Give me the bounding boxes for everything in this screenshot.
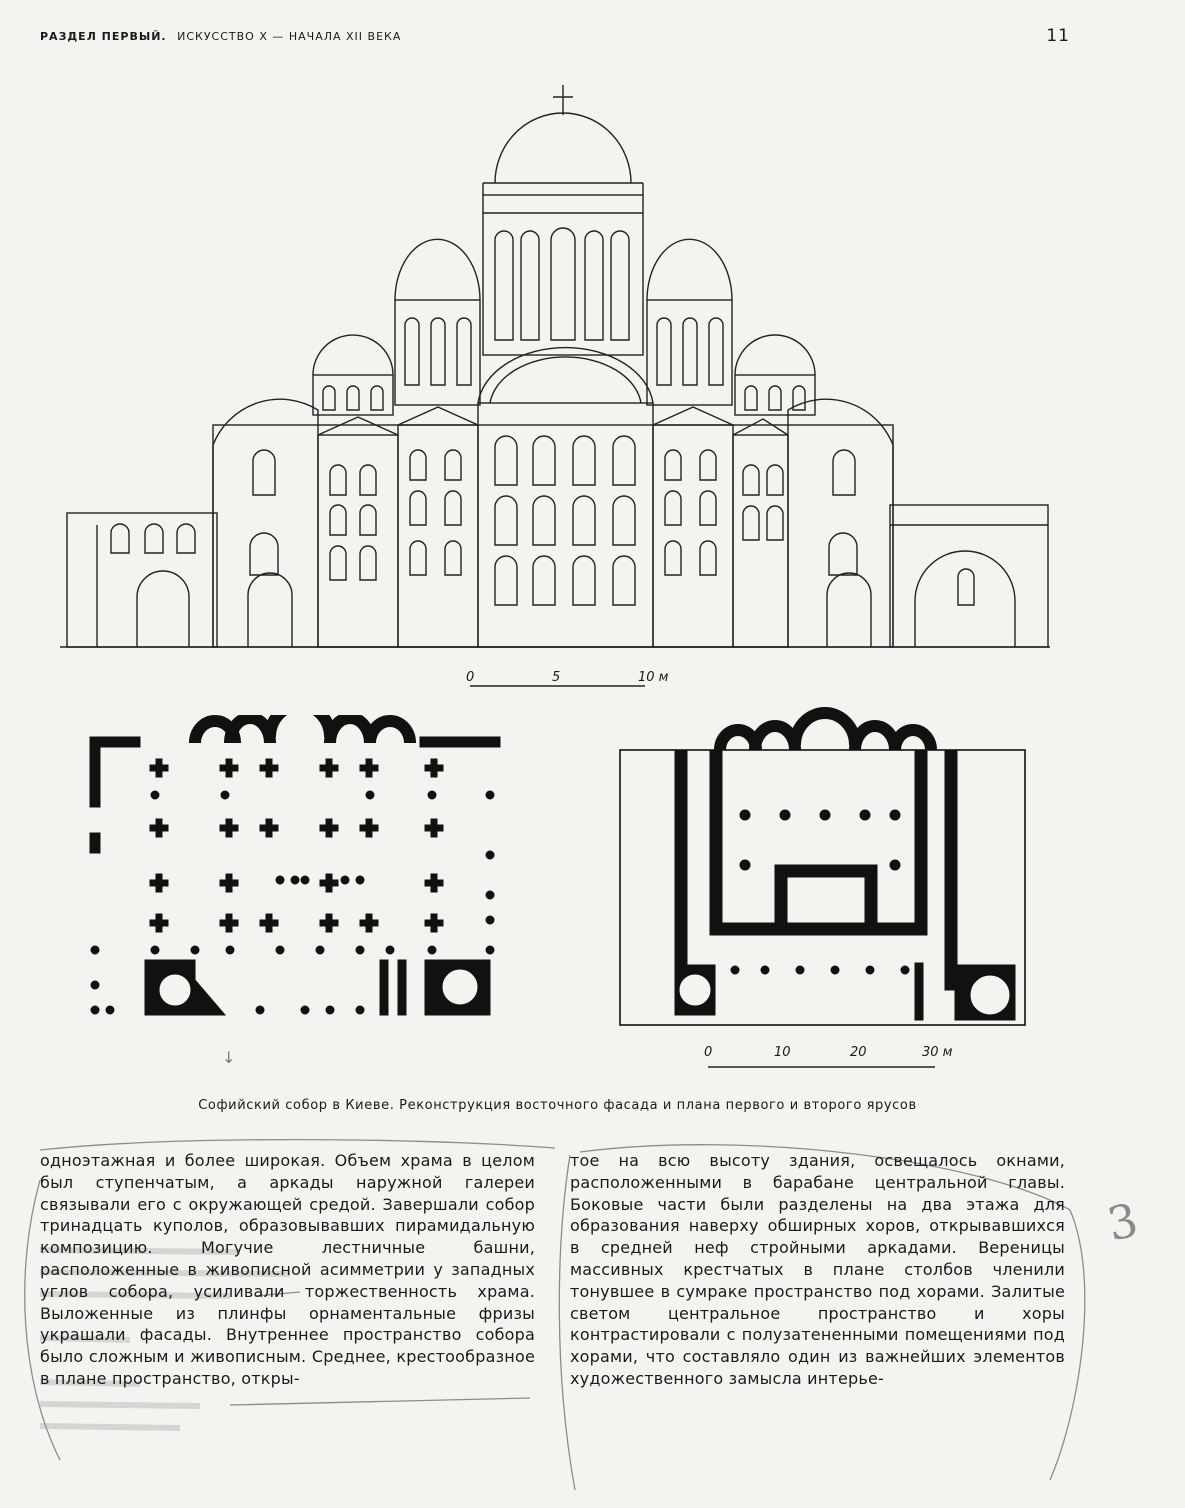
first-tier-plan	[80, 715, 510, 1030]
figure-caption: Софийский собор в Киеве. Реконструкция восточного фасада и плана первого и второго ярусов	[198, 1098, 917, 1113]
plan-scale-label-30m: 30 м	[922, 1045, 953, 1060]
page-header	[40, 26, 1070, 54]
chapter-title: ИСКУССТВО X — НАЧАЛА XII ВЕКА	[177, 30, 402, 43]
body-paragraph-left: одноэтажная и более широкая. Объем храма в целом был ступенчатым, а аркады наружной галереи связывали его с окружающей средой. Завершали собор тринадцать куполов, образовывавших пирамидальную композицию. Могучие лестничные башни, расположенные в живописной асимметрии у западных углов собора, усиливали торжественность храма. Выложенные из плинфы орнаментальные фризы украшали фасады. Внутреннее пространство собора было сложным и живописным. Среднее, крестообразное в плане пространство, откры-	[40, 1151, 535, 1388]
scale-label-0: 0	[466, 670, 475, 685]
scale-label-10m: 10 м	[638, 670, 669, 685]
facade-scale-bar	[460, 670, 720, 700]
section-title: РАЗДЕЛ ПЕРВЫЙ.	[40, 30, 167, 43]
plan-scale-label-10: 10	[774, 1045, 791, 1060]
scale-label-5: 5	[552, 670, 561, 685]
margin-note: 3	[1102, 1192, 1143, 1252]
plan-scale-label-20: 20	[850, 1045, 867, 1060]
text-column-right	[570, 1150, 1065, 1390]
text-column-left	[40, 1150, 535, 1390]
body-paragraph-right: тое на всю высоту здания, освещалось окнами, расположенными в барабане центральной главы. Боковые части были разделены на два этажа для образования наверху обширных хоров, открывавшихся в средней неф стройными аркадами. Вереницы массивных крестчатых в плане столбов членили тонувшее в сумраке пространство под хорами. Залитые светом центральное пространство и хоры контрастировали с полузатененными помещениями под хорами, что составляло один из важнейших элементов художественного замысла интерье-	[570, 1151, 1065, 1388]
second-tier-plan	[615, 705, 1030, 1040]
arrow-down-icon: ↓	[222, 1048, 236, 1067]
east-facade-drawing	[55, 85, 1055, 655]
plan-scale-label-0: 0	[704, 1045, 713, 1060]
page-number: 11	[1046, 26, 1070, 46]
plan-scale-bar	[700, 1045, 990, 1081]
